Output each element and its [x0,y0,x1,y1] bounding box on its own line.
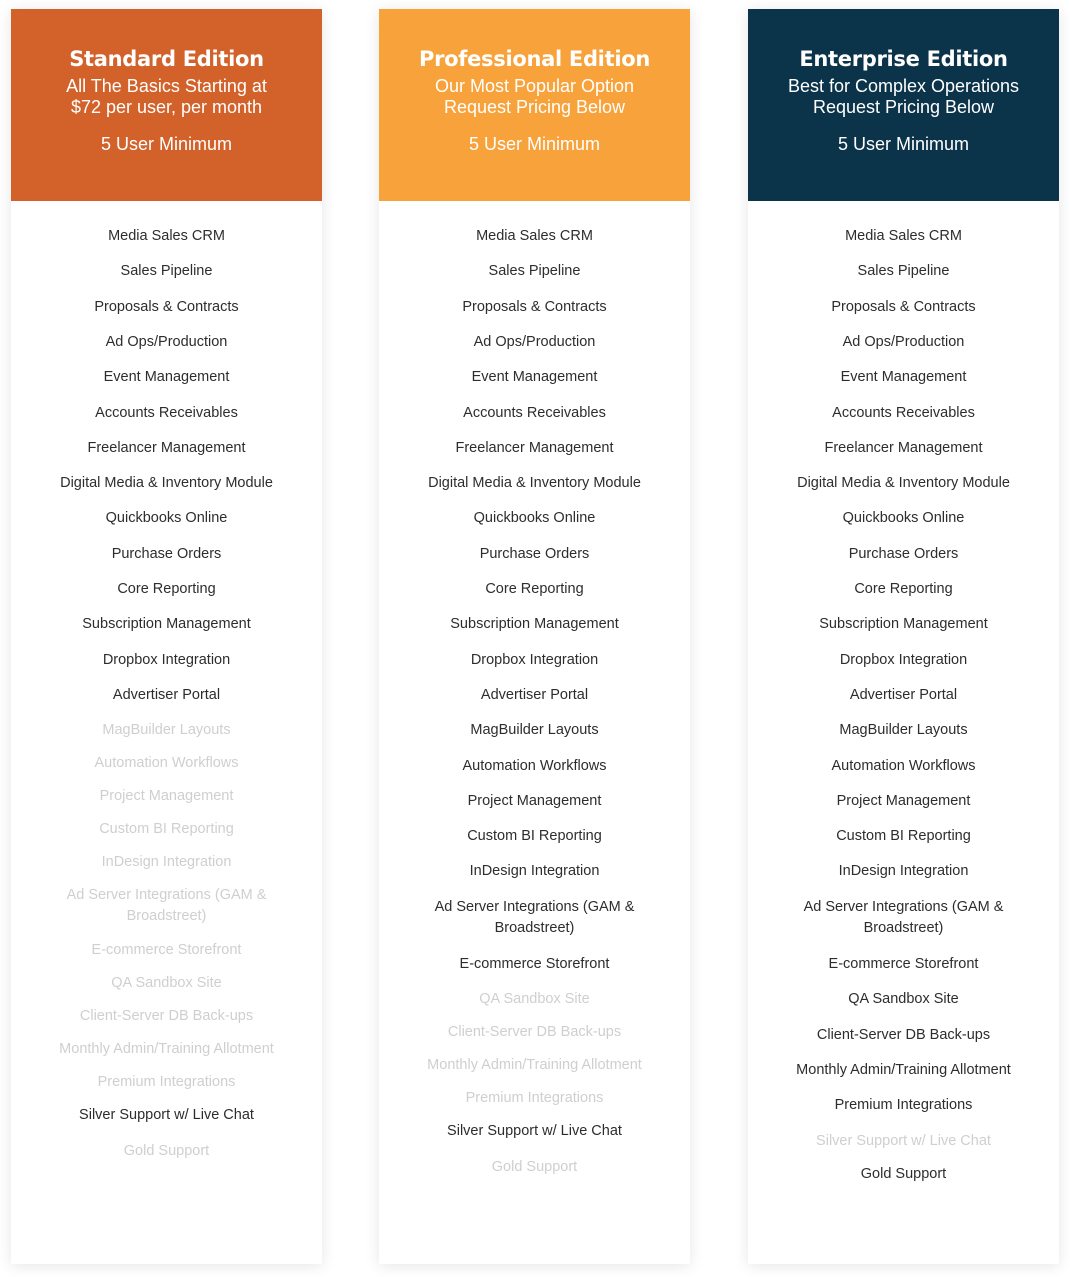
feature-item: Quickbooks Online [105,510,228,527]
feature-item: Custom BI Reporting [467,828,602,845]
feature-item: Gold Support [860,1165,947,1182]
feature-item: Advertiser Portal [849,686,958,703]
feature-item: QA Sandbox Site [111,975,222,992]
plan-tagline-line-2: Request Pricing Below [443,97,626,117]
feature-item: Event Management [471,369,598,386]
feature-item: Gold Support [491,1158,578,1175]
feature-item: MagBuilder Layouts [839,722,968,739]
feature-item: Silver Support w/ Live Chat [816,1132,991,1149]
feature-item: Media Sales CRM [108,228,225,244]
feature-item: Custom BI Reporting [836,828,971,845]
feature-item: Digital Media & Inventory Module [797,475,1010,492]
feature-item: Ad Ops/Production [842,333,965,350]
feature-item: Subscription Management [450,616,619,633]
feature-item: Dropbox Integration [839,651,968,668]
feature-item: Proposals & Contracts [462,298,607,315]
feature-item: Gold Support [123,1142,210,1159]
feature-item: Ad Server Integrations (GAM & Broadstreet) [434,898,635,936]
feature-item: Core Reporting [485,581,584,597]
feature-item: InDesign Integration [101,854,232,871]
plan-tagline-line-1: Our Most Popular Option [434,76,635,96]
feature-item: Project Management [99,788,234,805]
feature-item: MagBuilder Layouts [470,722,599,739]
feature-item: Ad Ops/Production [473,333,596,350]
plan-title: Professional Edition [419,47,650,71]
feature-item: Core Reporting [854,581,953,597]
feature-item: E-commerce Storefront [91,942,242,959]
feature-item: Monthly Admin/Training Allotment [59,1041,274,1058]
feature-item: Automation Workflows [462,757,607,774]
feature-item: E-commerce Storefront [459,956,610,972]
feature-item: E-commerce Storefront [828,956,979,972]
plan-tagline-line-1: Best for Complex Operations [787,76,1020,96]
feature-item: MagBuilder Layouts [102,722,231,739]
feature-item: Purchase Orders [479,545,590,562]
feature-item: Freelancer Management [455,439,614,456]
feature-item: Media Sales CRM [845,228,962,244]
feature-item: Media Sales CRM [476,228,593,244]
feature-item: Project Management [467,792,602,809]
plan-header-professional [379,9,690,201]
feature-item: Premium Integrations [834,1097,973,1114]
plan-user-minimum: 5 User Minimum [100,134,233,154]
feature-item: Freelancer Management [824,439,983,456]
feature-item: Dropbox Integration [470,651,599,668]
plan-tagline-line-2: $72 per user, per month [70,97,263,117]
feature-item: Sales Pipeline [857,263,950,280]
feature-item: Freelancer Management [87,439,246,456]
plan-card-professional [379,9,690,1264]
feature-item: Ad Ops/Production [105,333,228,350]
feature-item: Purchase Orders [848,545,959,562]
feature-item: Custom BI Reporting [99,821,234,838]
feature-item: Event Management [840,369,967,386]
feature-item: Monthly Admin/Training Allotment [427,1057,642,1074]
feature-item: QA Sandbox Site [848,991,959,1008]
feature-item: Client-Server DB Back-ups [816,1026,991,1043]
feature-item: QA Sandbox Site [479,991,590,1008]
feature-item: Premium Integrations [97,1074,236,1091]
plan-card-enterprise [748,9,1059,1264]
feature-item: Premium Integrations [465,1090,604,1107]
feature-item: Client-Server DB Back-ups [447,1024,622,1041]
feature-item: Silver Support w/ Live Chat [79,1107,254,1124]
plan-header-enterprise [748,9,1059,201]
feature-item: Automation Workflows [94,755,239,772]
feature-item: Proposals & Contracts [94,298,239,315]
feature-item: Accounts Receivables [832,404,975,421]
feature-item: Monthly Admin/Training Allotment [796,1061,1011,1078]
plan-title: Standard Edition [69,47,264,71]
feature-item: Digital Media & Inventory Module [428,475,641,492]
feature-item: InDesign Integration [469,863,600,880]
feature-item: Proposals & Contracts [831,298,976,315]
plan-tagline-line-2: Request Pricing Below [812,97,995,117]
feature-item: Digital Media & Inventory Module [60,475,273,492]
feature-item: Accounts Receivables [463,404,606,421]
feature-item: Purchase Orders [111,545,222,562]
feature-item: Automation Workflows [831,757,976,774]
plan-tagline-line-1: All The Basics Starting at [66,76,267,96]
feature-item: Core Reporting [117,581,216,597]
feature-item: Advertiser Portal [480,686,589,703]
feature-item: Silver Support w/ Live Chat [447,1123,622,1140]
plan-card-standard [11,9,322,1264]
feature-item: Sales Pipeline [488,263,581,280]
feature-item: Advertiser Portal [112,686,221,703]
feature-item: Client-Server DB Back-ups [79,1008,254,1025]
plan-header-standard [11,9,322,201]
feature-item: Event Management [103,369,230,386]
feature-item: Subscription Management [819,616,988,633]
plan-title: Enterprise Edition [799,47,1008,71]
feature-item: Accounts Receivables [95,404,238,421]
feature-item: Ad Server Integrations (GAM & Broadstreet) [803,898,1004,936]
feature-item: Quickbooks Online [473,510,596,527]
feature-item: Dropbox Integration [102,651,231,668]
feature-item: Project Management [836,792,971,809]
feature-item: Subscription Management [82,616,251,633]
feature-item: Quickbooks Online [842,510,965,527]
plan-user-minimum: 5 User Minimum [468,134,601,154]
feature-item: Sales Pipeline [120,263,213,280]
feature-item: InDesign Integration [838,863,969,880]
feature-item: Ad Server Integrations (GAM & Broadstreet) [66,887,267,925]
plan-user-minimum: 5 User Minimum [837,134,970,154]
